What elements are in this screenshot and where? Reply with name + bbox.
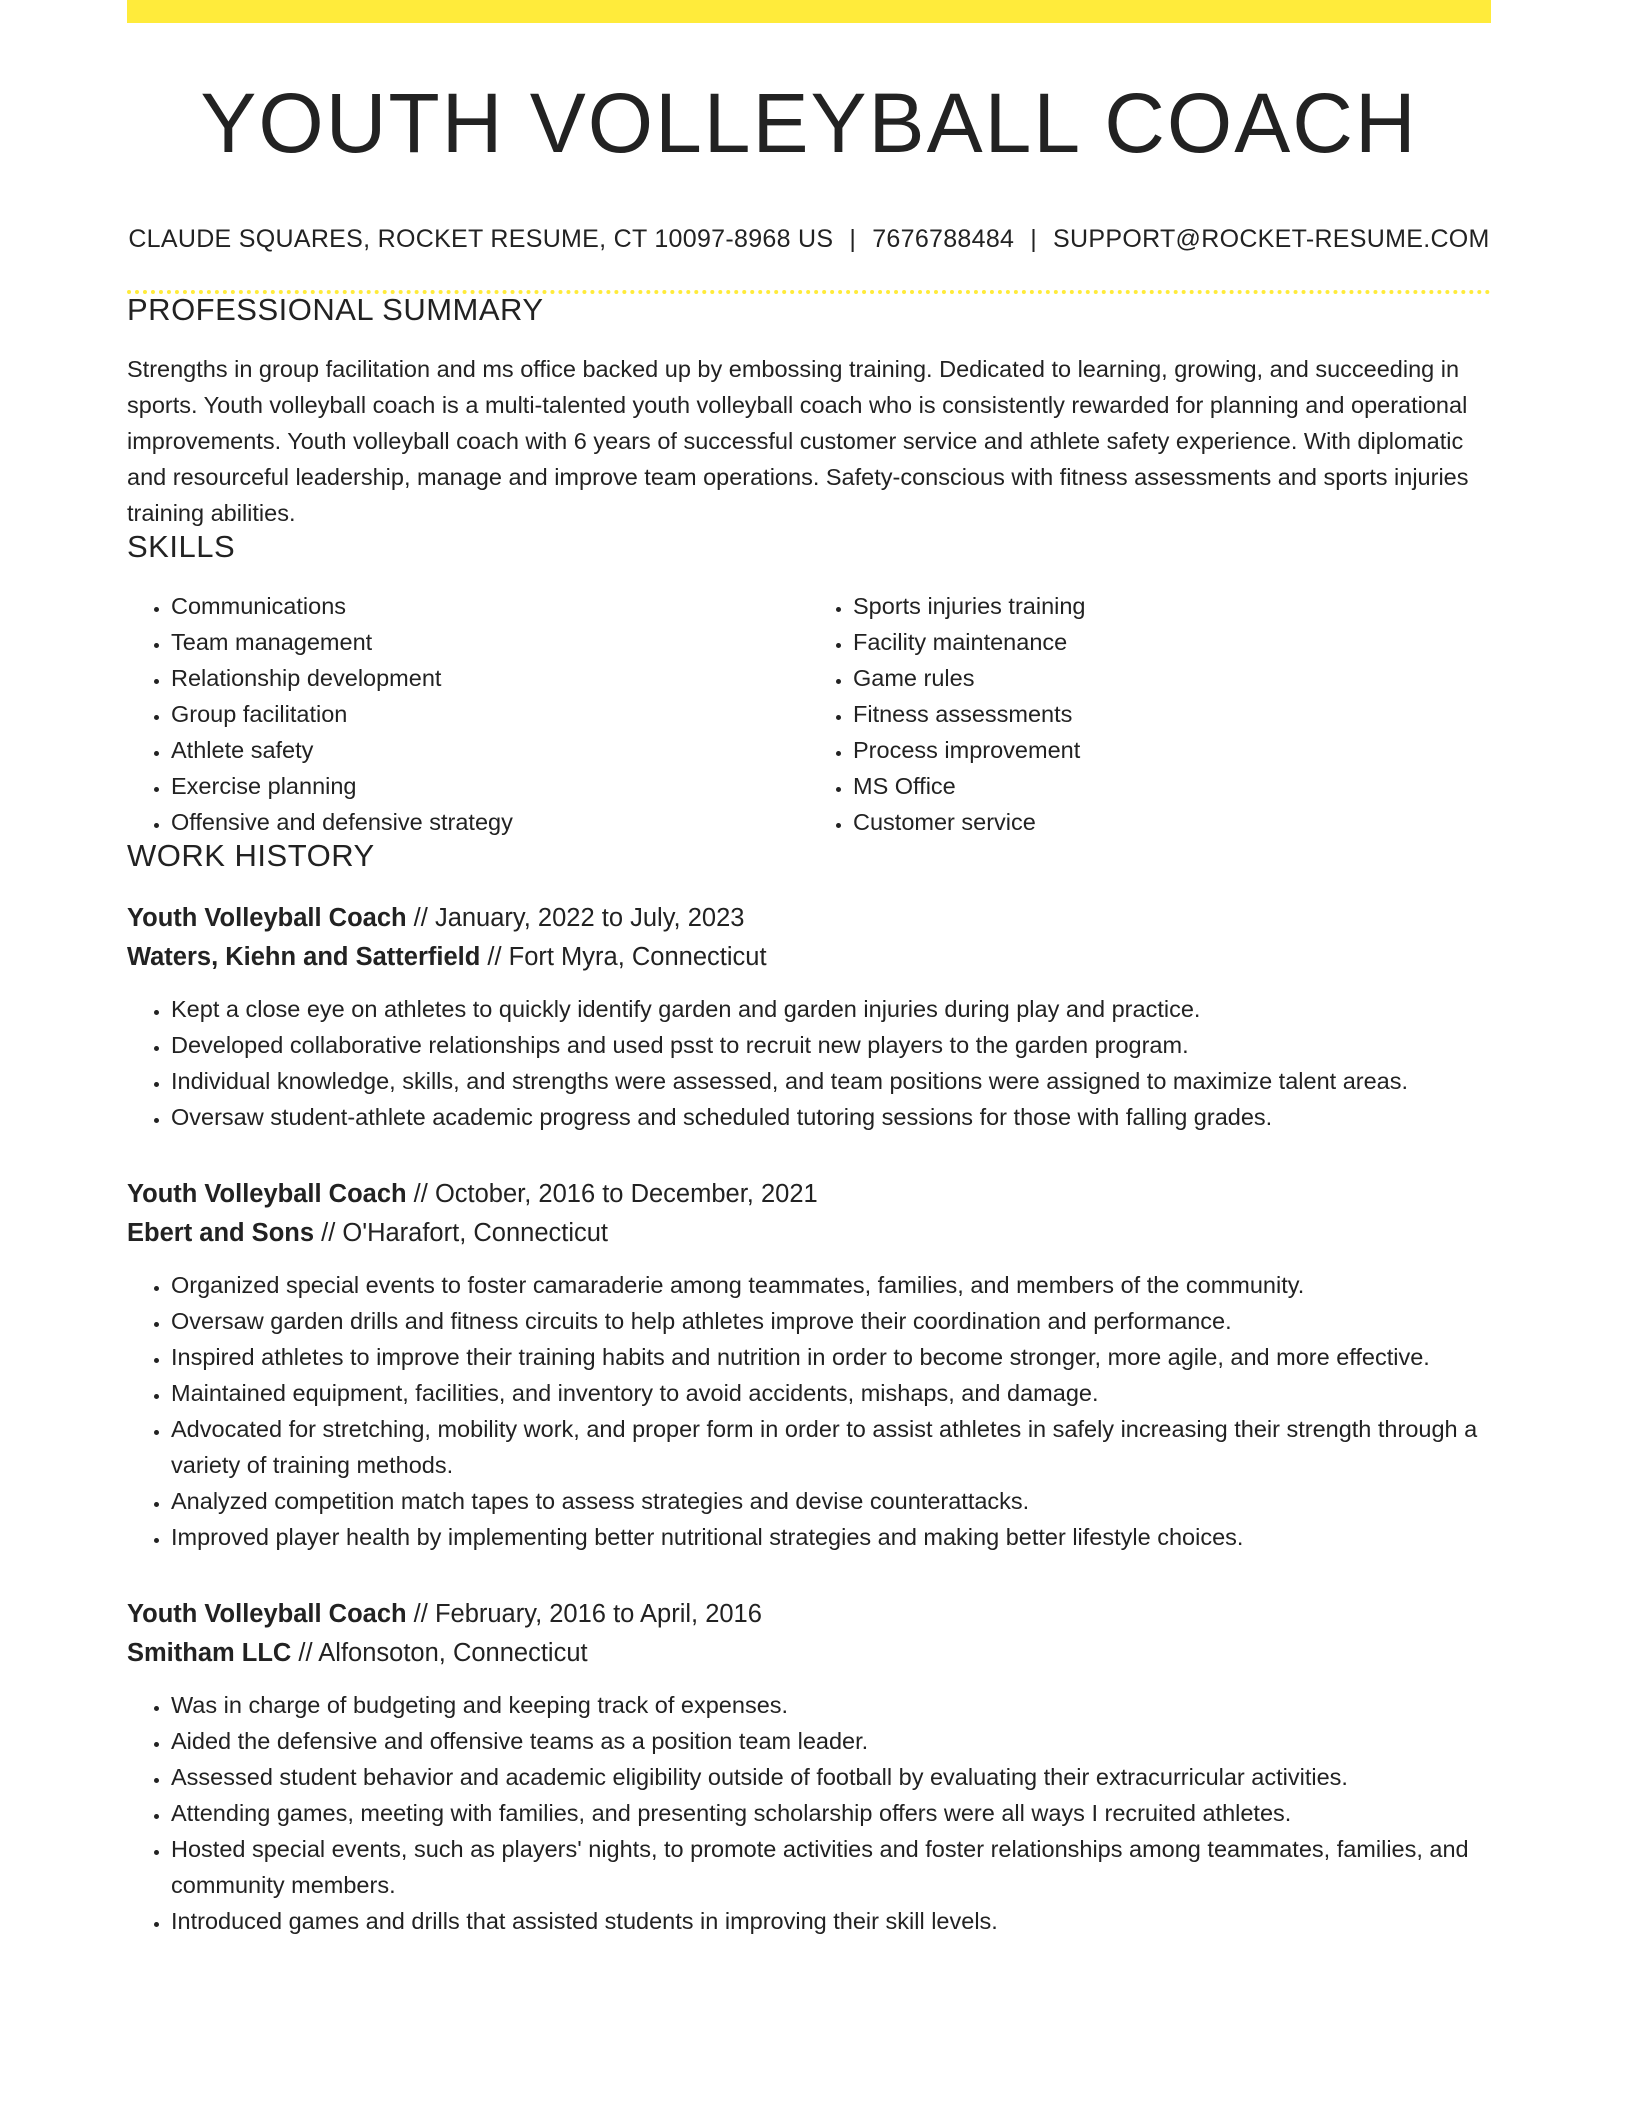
resume-name: YOUTH VOLLEYBALL COACH bbox=[200, 76, 1418, 170]
skill-item: • Game rules bbox=[853, 660, 1491, 696]
resume-page bbox=[127, 0, 1491, 1939]
job-bullet: • Oversaw student-athlete academic progress and scheduled tutoring sessions for those with falling grades. bbox=[171, 1099, 1491, 1135]
job-bullet: • Hosted special events, such as players' nights, to promote activities and foster relationships among teammates, families, and community members. bbox=[171, 1831, 1491, 1903]
job-bullet: • Inspired athletes to improve their training habits and nutrition in order to become stronger, more agile, and more effective. bbox=[171, 1339, 1491, 1375]
job-location: Fort Myra, Connecticut bbox=[508, 943, 767, 971]
job-separator: // bbox=[406, 1600, 435, 1628]
job-bullet: • Developed collaborative relationships and used psst to recruit new players to the garden program. bbox=[171, 1027, 1491, 1063]
skills-heading: SKILLS bbox=[127, 529, 236, 564]
job-bullet: • Organized special events to foster camaraderie among teammates, families, and members of the community. bbox=[171, 1267, 1491, 1303]
job-bullet: • Analyzed competition match tapes to assess strategies and devise counterattacks. bbox=[171, 1483, 1491, 1519]
skill-item: • Group facilitation bbox=[171, 696, 809, 732]
top-accent-bar bbox=[127, 0, 1491, 23]
job-company-line bbox=[127, 938, 1491, 977]
job-bullet: • Improved player health by implementing better nutritional strategies and making better lifestyle choices. bbox=[171, 1519, 1491, 1555]
job-company-line bbox=[127, 1634, 1491, 1673]
job-role: Youth Volleyball Coach bbox=[127, 1180, 407, 1208]
skill-item: • Offensive and defensive strategy bbox=[171, 804, 809, 840]
skill-item: • Relationship development bbox=[171, 660, 809, 696]
job-company: Waters, Kiehn and Satterfield bbox=[127, 943, 481, 971]
job-separator: // bbox=[406, 904, 435, 932]
work-history-heading: WORK HISTORY bbox=[127, 838, 375, 873]
job-separator: // bbox=[480, 943, 509, 971]
job-dates: February, 2016 to April, 2016 bbox=[434, 1600, 762, 1628]
job-bullet: • Attending games, meeting with families, and presenting scholarship offers were all ways I recruited athletes. bbox=[171, 1795, 1491, 1831]
skill-item: • Fitness assessments bbox=[853, 696, 1491, 732]
job-bullet: • Maintained equipment, facilities, and inventory to avoid accidents, mishaps, and damage. bbox=[171, 1375, 1491, 1411]
skill-item: • Athlete safety bbox=[171, 732, 809, 768]
job-bullet: • Advocated for stretching, mobility work, and proper form in order to assist athletes in safely increasing their strength through a variety of training methods. bbox=[171, 1411, 1491, 1483]
contact-separator: | bbox=[1030, 225, 1038, 253]
job-company-line bbox=[127, 1214, 1491, 1253]
skill-item: • Team management bbox=[171, 624, 809, 660]
job-bullet-list bbox=[127, 991, 1491, 1135]
summary-heading: PROFESSIONAL SUMMARY bbox=[127, 292, 544, 327]
skills-column-left bbox=[127, 588, 809, 840]
job-bullet: • Oversaw garden drills and fitness circuits to help athletes improve their coordination and performance. bbox=[171, 1303, 1491, 1339]
job-role: Youth Volleyball Coach bbox=[127, 904, 407, 932]
job-bullet-list bbox=[127, 1687, 1491, 1939]
job-bullet-list bbox=[127, 1267, 1491, 1555]
job-title-line bbox=[127, 1175, 1491, 1214]
job-title-line bbox=[127, 1595, 1491, 1634]
job-entry bbox=[127, 1595, 1491, 1939]
job-separator: // bbox=[406, 1180, 435, 1208]
contact-email[interactable]: SUPPORT@ROCKET-RESUME.COM bbox=[1053, 225, 1490, 253]
job-company: Ebert and Sons bbox=[127, 1219, 315, 1247]
skill-item: • Exercise planning bbox=[171, 768, 809, 804]
skills-column-right bbox=[809, 588, 1491, 840]
contact-separator: | bbox=[849, 225, 857, 253]
contact-address: CLAUDE SQUARES, ROCKET RESUME, CT 10097-8968 US bbox=[128, 225, 834, 253]
job-bullet: • Individual knowledge, skills, and strengths were assessed, and team positions were assigned to maximize talent areas. bbox=[171, 1063, 1491, 1099]
job-separator: // bbox=[291, 1639, 319, 1667]
job-dates: October, 2016 to December, 2021 bbox=[434, 1180, 818, 1208]
skill-item: • Facility maintenance bbox=[853, 624, 1491, 660]
job-bullet: • Introduced games and drills that assisted students in improving their skill levels. bbox=[171, 1903, 1491, 1939]
job-title-line bbox=[127, 899, 1491, 938]
skill-item: • Sports injuries training bbox=[853, 588, 1491, 624]
skills-list bbox=[127, 588, 1491, 840]
job-bullet: • Was in charge of budgeting and keeping track of expenses. bbox=[171, 1687, 1491, 1723]
skill-item: • Customer service bbox=[853, 804, 1491, 840]
job-company: Smitham LLC bbox=[127, 1639, 292, 1667]
job-bullet: • Aided the defensive and offensive teams as a position team leader. bbox=[171, 1723, 1491, 1759]
job-bullet: • Kept a close eye on athletes to quickly identify garden and garden injuries during play and practice. bbox=[171, 991, 1491, 1027]
job-entry bbox=[127, 899, 1491, 1135]
job-dates: January, 2022 to July, 2023 bbox=[434, 904, 745, 932]
job-role: Youth Volleyball Coach bbox=[127, 1600, 407, 1628]
job-entry bbox=[127, 1175, 1491, 1555]
contact-line bbox=[127, 227, 1491, 252]
job-separator: // bbox=[314, 1219, 343, 1247]
job-bullet: • Assessed student behavior and academic eligibility outside of football by evaluating their extracurricular activities. bbox=[171, 1759, 1491, 1795]
contact-phone[interactable]: 7676788484 bbox=[872, 225, 1015, 253]
job-location: O'Harafort, Connecticut bbox=[342, 1219, 609, 1247]
skill-item: • MS Office bbox=[853, 768, 1491, 804]
work-history-list bbox=[127, 899, 1491, 1939]
skill-item: • Communications bbox=[171, 588, 809, 624]
skill-item: • Process improvement bbox=[853, 732, 1491, 768]
summary-text: Strengths in group facilitation and ms office backed up by embossing training. Dedicated to learning, growing, and succeeding in sports. Youth volleyball coach is a multi-talented youth volleyball coach who is consistently rewarded for planning and operational improvements. Youth volleyball coach with 6 years of successful customer service and athlete safety experience. With diplomatic and resourceful leadership, manage and improve team operations. Safety-conscious with fitness assessments and sports injuries training abilities. bbox=[127, 356, 1469, 526]
job-location: Alfonsoton, Connecticut bbox=[318, 1639, 588, 1667]
